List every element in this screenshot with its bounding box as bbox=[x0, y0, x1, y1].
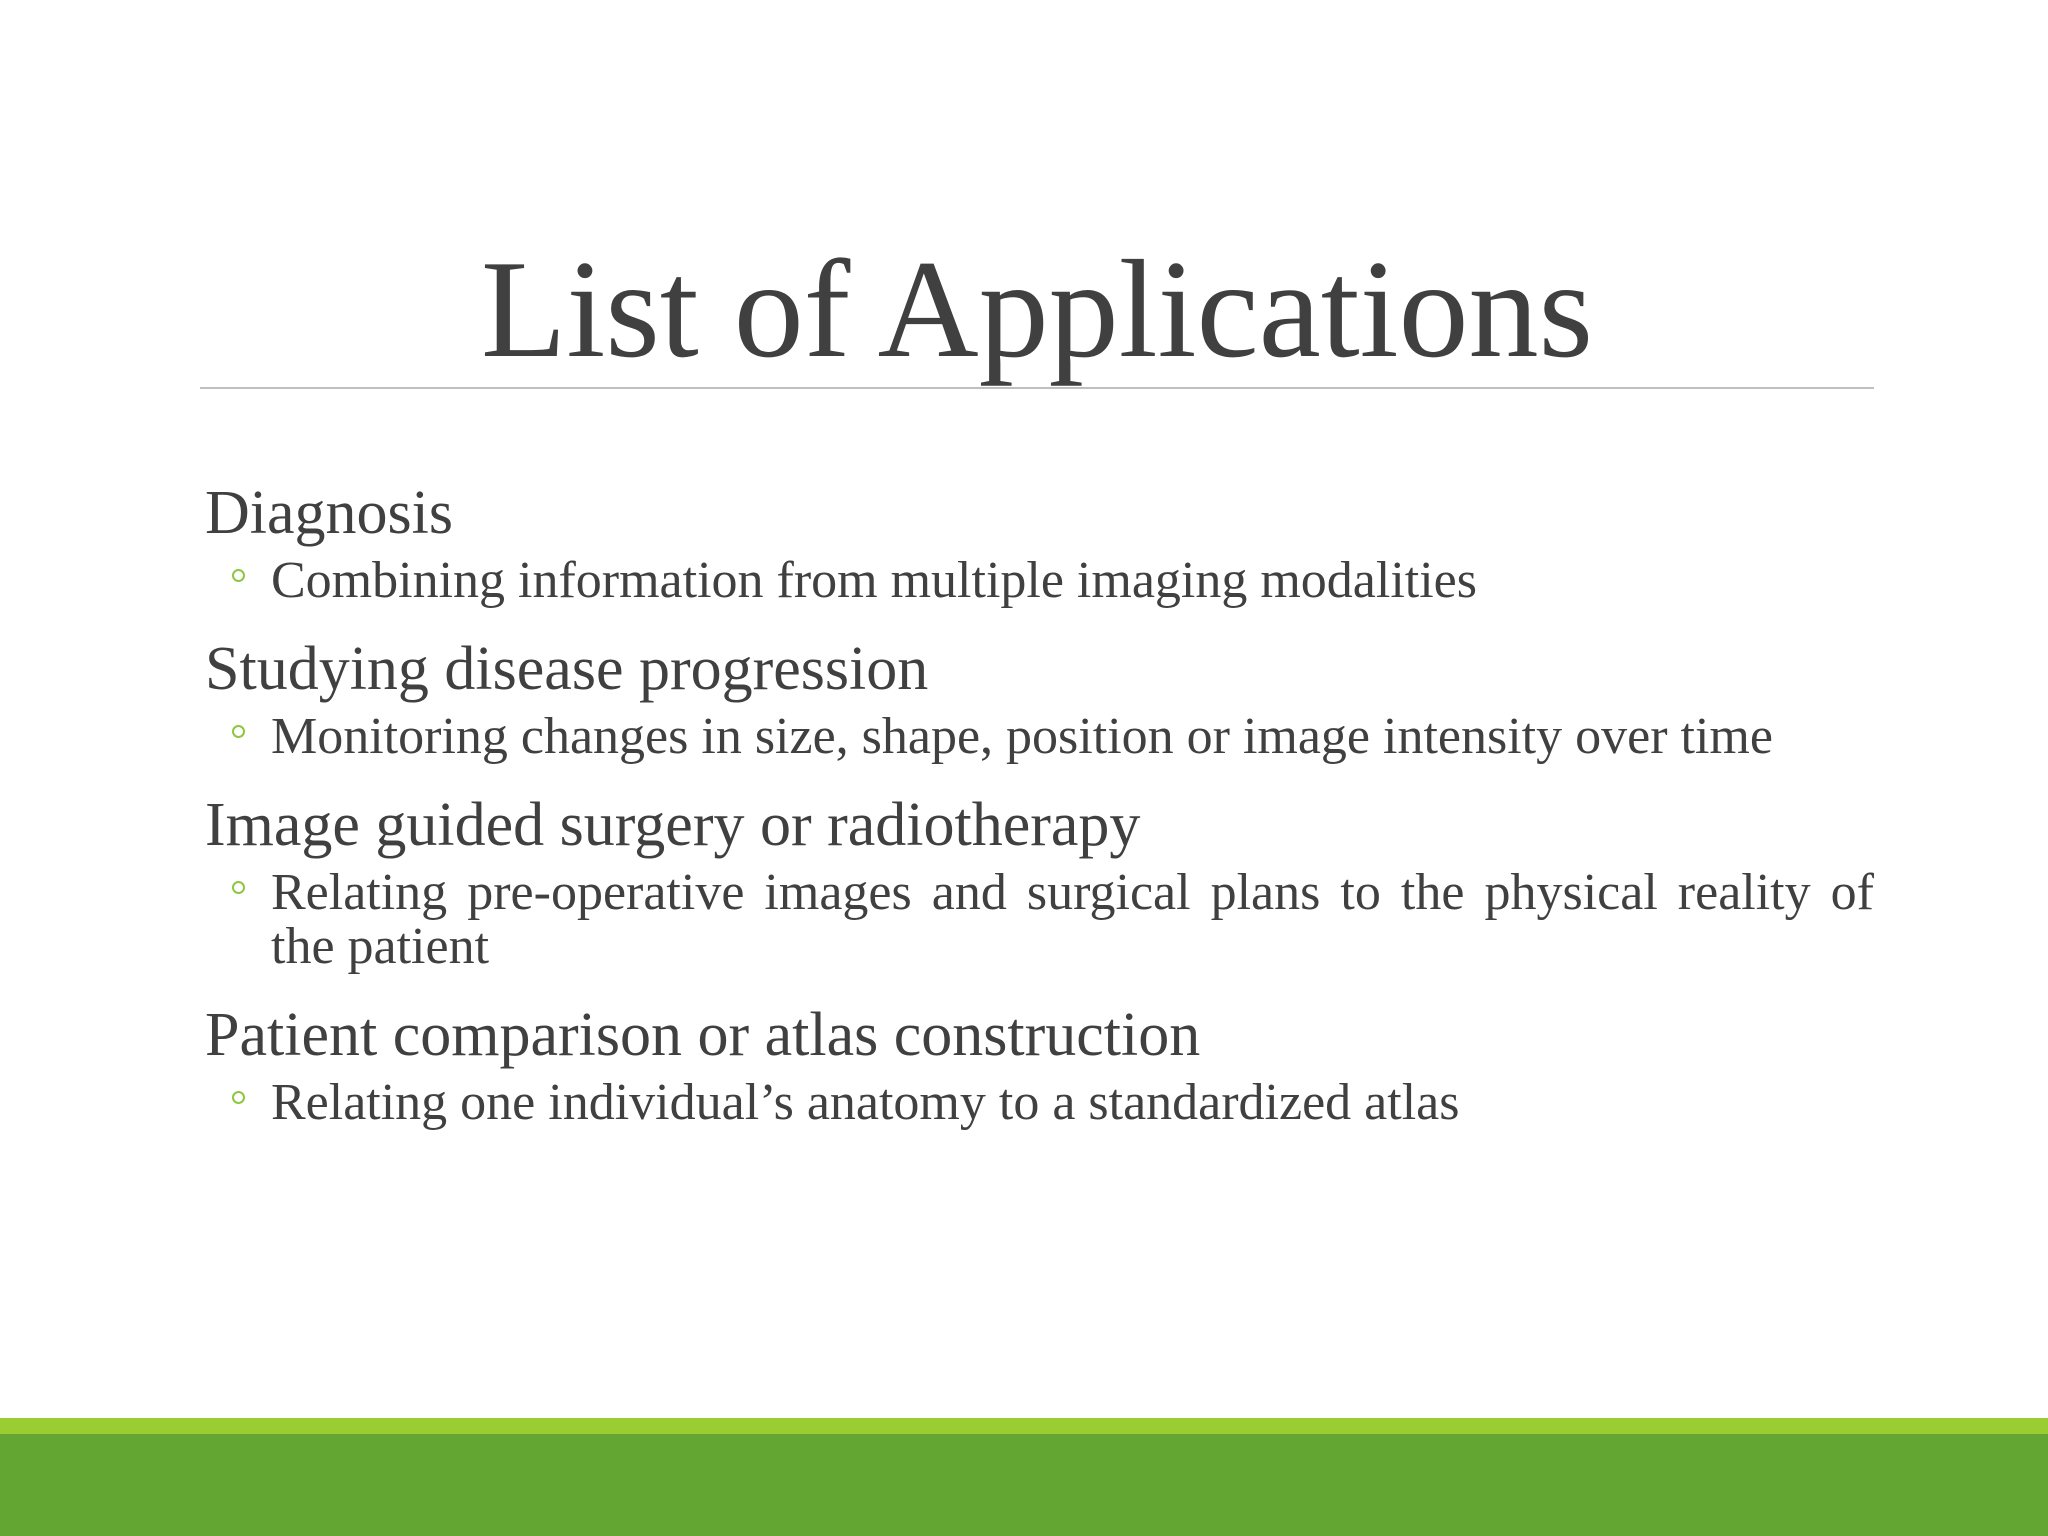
section-disease-progression bbox=[205, 634, 1874, 764]
section-heading: Diagnosis bbox=[205, 479, 453, 547]
hollow-circle-icon bbox=[232, 881, 245, 894]
sub-bullet bbox=[205, 554, 1874, 608]
sub-bullet bbox=[205, 710, 1874, 764]
sub-bullet-text: Relating pre-operative images and surgical plans to the physical reality of the patient bbox=[271, 864, 1874, 975]
sub-bullet-text: Relating one individual’s anatomy to a standardized atlas bbox=[271, 1074, 1460, 1131]
section-diagnosis bbox=[205, 478, 1874, 608]
section-heading: Image guided surgery or radiotherapy bbox=[205, 791, 1141, 859]
section-patient-comparison bbox=[205, 1000, 1874, 1130]
footer-accent-bar bbox=[0, 1418, 2048, 1434]
section-heading: Studying disease progression bbox=[205, 635, 929, 703]
sub-bullet bbox=[205, 1076, 1874, 1130]
hollow-circle-icon bbox=[232, 569, 245, 582]
section-image-guided-surgery bbox=[205, 790, 1874, 974]
sub-bullet bbox=[205, 866, 1874, 974]
section-heading: Patient comparison or atlas construction bbox=[205, 1001, 1201, 1069]
slide-title: List of Applications bbox=[480, 232, 1594, 387]
hollow-circle-icon bbox=[232, 725, 245, 738]
sub-bullet-text: Combining information from multiple imaging modalities bbox=[271, 552, 1477, 609]
title-divider bbox=[200, 387, 1874, 389]
hollow-circle-icon bbox=[232, 1091, 245, 1104]
footer-bar bbox=[0, 1434, 2048, 1536]
slide-content bbox=[205, 478, 1874, 1156]
sub-bullet-text: Monitoring changes in size, shape, position or image intensity over time bbox=[271, 708, 1773, 765]
